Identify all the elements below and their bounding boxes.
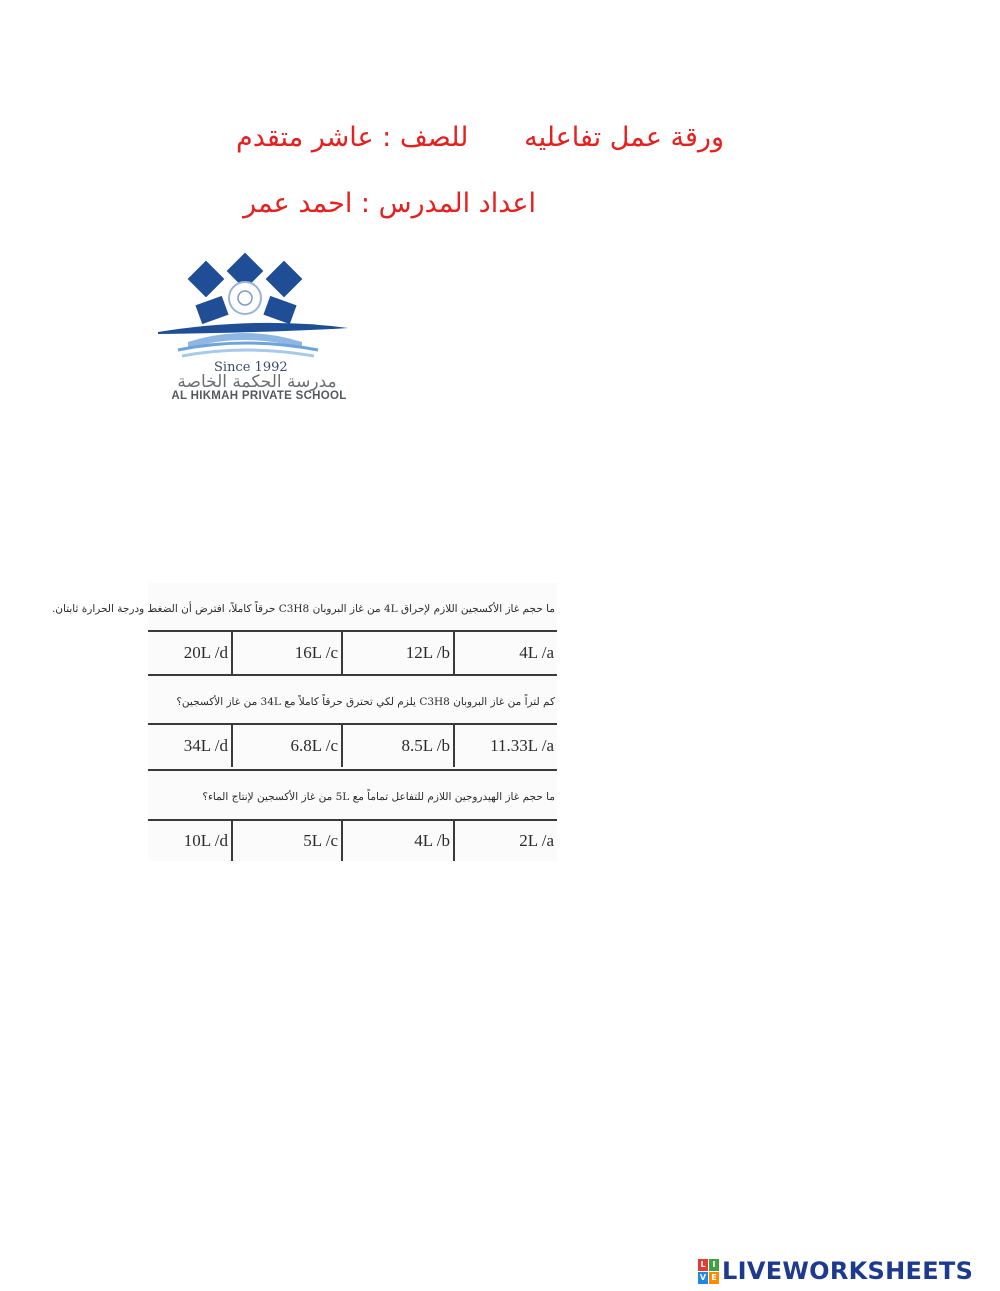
- liveworksheets-brand[interactable]: [698, 1258, 973, 1284]
- brand-blocks-icon: [698, 1259, 719, 1284]
- title-line: [236, 124, 724, 151]
- question-2-option-d[interactable]: 34L /d: [183, 736, 228, 755]
- question-1-option-c[interactable]: 16L /c: [294, 643, 338, 662]
- brand-block: I: [709, 1259, 719, 1271]
- class-label: للصف : عاشر متقدم: [236, 122, 469, 153]
- question-3-option-d[interactable]: 10L /d: [183, 831, 228, 850]
- question-3-text: ما حجم غاز الهيدروجين اللازم للتفاعل تماماً مع 5L من غاز الأكسجين لإنتاج الماء؟: [202, 791, 555, 803]
- question-3-options: [148, 821, 557, 861]
- question-2-option-a[interactable]: 11.33L /a: [490, 736, 554, 755]
- question-1-text: ما حجم غاز الأكسجين اللازم لإحراق 4L من غاز البروبان C3H8 حرقاً كاملاً، افترض أن الضغط ودرجة الحرارة ثابتان.: [51, 603, 555, 615]
- logo-name-en: AL HIKMAH PRIVATE SCHOOL: [171, 390, 347, 402]
- table-divider: [148, 674, 557, 676]
- logo-since: Since 1992: [214, 360, 288, 375]
- question-2-text: كم لتراً من غاز البروبان C3H8 يلزم لكي تحترق حرقاً كاملاً مع 34L من غاز الأكسجين؟: [176, 696, 555, 708]
- school-logo: [148, 258, 370, 408]
- question-2-option-b[interactable]: 8.5L /b: [401, 736, 450, 755]
- brand-block: L: [698, 1259, 708, 1271]
- question-2-option-c[interactable]: 6.8L /c: [290, 736, 338, 755]
- question-3-option-b[interactable]: 4L /b: [414, 831, 450, 850]
- question-2-options: [148, 725, 557, 767]
- brand-block: V: [699, 1273, 707, 1282]
- table-divider: [148, 769, 557, 771]
- brand-text: LIVEWORKSHEETS: [722, 1257, 974, 1285]
- question-3-option-a[interactable]: 2L /a: [519, 831, 554, 850]
- question-1-options: [148, 632, 557, 674]
- school-emblem-icon: [148, 258, 370, 362]
- logo-name-ar: مدرسة الحكمة الخاصة: [177, 372, 337, 392]
- question-1-option-a[interactable]: 4L /a: [519, 643, 554, 662]
- question-1-option-d[interactable]: 20L /d: [183, 643, 228, 662]
- question-table: [51, 583, 557, 861]
- brand-block: E: [709, 1272, 719, 1284]
- question-1-option-b[interactable]: 12L /b: [405, 643, 450, 662]
- teacher-line: اعداد المدرس : احمد عمر: [243, 188, 536, 219]
- question-3-option-c[interactable]: 5L /c: [303, 831, 338, 850]
- worksheet-label: ورقة عمل تفاعليه: [524, 122, 724, 153]
